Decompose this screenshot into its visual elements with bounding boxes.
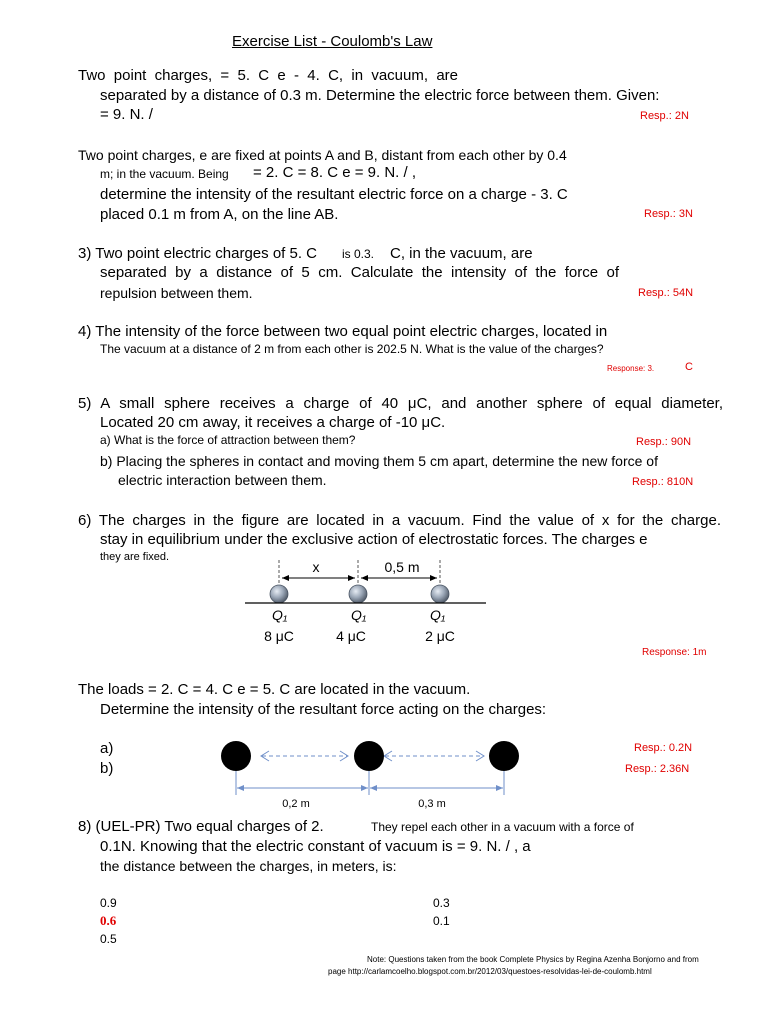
- q7-part-a-answer: Resp.: 0.2N: [634, 742, 693, 754]
- q8-line-1a: 8) (UEL-PR) Two equal charges of 2.: [78, 818, 324, 835]
- q4-answer-unit: C: [685, 361, 693, 373]
- footer-note-line-2: page http://carlamcoelho.blogspot.com.br/2012/03/questoes-resolvidas-lei-de-coulomb.html: [328, 967, 652, 976]
- q4-line-1: 4) The intensity of the force between two equal point electric charges, located in: [78, 323, 608, 340]
- q2-line-2b: = 2. C = 8. C e = 9. N. / ,: [253, 164, 416, 181]
- q1-line-2: separated by a distance of 0.3 m. Determine the electric force between them. Given:: [100, 87, 660, 104]
- q6-line-2: stay in equilibrium under the exclusive action of electrostatic forces. The charges e: [100, 531, 648, 548]
- q7-line-2: Determine the intensity of the resultant force acting on the charges:: [100, 701, 547, 718]
- q8-line-1b: They repel each other in a vacuum with a force of: [371, 820, 634, 834]
- q6-charge-value-3: 2 μC: [425, 628, 455, 644]
- q4-line-2: The vacuum at a distance of 2 m from each other is 202.5 N. What is the value of the charges?: [100, 342, 604, 356]
- q2-line-2a: m; in the vacuum. Being: [100, 167, 229, 181]
- q7-charge-1: [221, 741, 251, 771]
- q3-line-2: separated by a distance of 5 cm. Calculate the intensity of the force of: [100, 264, 619, 281]
- q3-line-3: repulsion between them.: [100, 285, 253, 301]
- q7-charge-3: [489, 741, 519, 771]
- q8-option-2-correct: 0.6: [100, 913, 117, 928]
- q7-distance-2: 0,3 m: [418, 798, 446, 810]
- page-title: Exercise List - Coulomb's Law: [232, 33, 433, 50]
- q3-line-1b: is 0.3.: [342, 247, 375, 261]
- q7-charge-2: [354, 741, 384, 771]
- q6-sphere-3: [431, 585, 449, 603]
- q5-line-2: Located 20 cm away, it receives a charge of -10 μC.: [100, 414, 446, 431]
- q7-line-1: The loads = 2. C = 4. C e = 5. C are located in the vacuum.: [78, 681, 471, 698]
- q8-option-4: 0.3: [433, 896, 450, 910]
- q6-distance-label: 0,5 m: [384, 559, 420, 575]
- q7-part-b-answer: Resp.: 2.36N: [625, 763, 690, 775]
- q1-answer: Resp.: 2N: [640, 110, 689, 122]
- footer-note-line-1: Note: Questions taken from the book Complete Physics by Regina Azenha Bonjorno and from: [367, 955, 699, 964]
- q3-line-1c: C, in the vacuum, are: [390, 245, 533, 262]
- q8-option-5: 0.1: [433, 914, 450, 928]
- q6-figure: [240, 555, 490, 650]
- q4-answer: Response: 3.: [607, 364, 655, 373]
- q6-sphere-2: [349, 585, 367, 603]
- q6-charge-value-2: 4 μC: [336, 628, 366, 644]
- q3-line-1a: 3) Two point electric charges of 5. C: [78, 245, 318, 262]
- q3-answer: Resp.: 54N: [638, 287, 694, 299]
- q5-part-b-answer: Resp.: 810N: [632, 476, 694, 488]
- q5-part-b-line-2: electric interaction between them.: [118, 472, 327, 488]
- q8-option-1: 0.9: [100, 896, 117, 910]
- q7-part-a: a): [100, 740, 114, 757]
- q6-charge-label-3: Q₁: [430, 607, 446, 623]
- q6-x-label: x: [312, 559, 320, 575]
- q7-distance-1: 0,2 m: [282, 798, 310, 810]
- q1-line-1: Two point charges, = 5. C e - 4. C, in vacuum, are: [78, 67, 458, 84]
- q5-part-a-answer: Resp.: 90N: [636, 436, 692, 448]
- q5-line-1: 5) A small sphere receives a charge of 40 μC, and another sphere of equal diameter,: [78, 395, 723, 412]
- q2-line-4: placed 0.1 m from A, on the line AB.: [100, 206, 339, 223]
- q5-part-b-line-1: b) Placing the spheres in contact and moving them 5 cm apart, determine the new force of: [100, 453, 658, 469]
- q6-charge-value-1: 8 μC: [264, 628, 294, 644]
- q7-figure: [215, 735, 525, 813]
- q6-line-3: they are fixed.: [100, 551, 170, 563]
- q7-part-b: b): [100, 760, 114, 777]
- q6-sphere-1: [270, 585, 288, 603]
- q1-line-3: = 9. N. /: [100, 106, 153, 123]
- q6-line-1: 6) The charges in the figure are located in a vacuum. Find the value of x for the charge.: [78, 512, 721, 529]
- q8-line-3: the distance between the charges, in meters, is:: [100, 858, 397, 874]
- q2-answer: Resp.: 3N: [644, 208, 693, 220]
- q8-option-3: 0.5: [100, 932, 117, 946]
- q5-part-a: a) What is the force of attraction between them?: [100, 433, 356, 447]
- q8-line-2: 0.1N. Knowing that the electric constant of vacuum is = 9. N. / , a: [100, 838, 531, 855]
- q6-charge-label-1: Q₁: [272, 607, 288, 623]
- q6-answer: Response: 1m: [642, 647, 707, 658]
- q6-charge-label-2: Q₁: [351, 607, 367, 623]
- q2-line-3: determine the intensity of the resultant electric force on a charge - 3. C: [100, 186, 568, 203]
- q2-line-1: Two point charges, e are fixed at points A and B, distant from each other by 0.4: [78, 147, 567, 163]
